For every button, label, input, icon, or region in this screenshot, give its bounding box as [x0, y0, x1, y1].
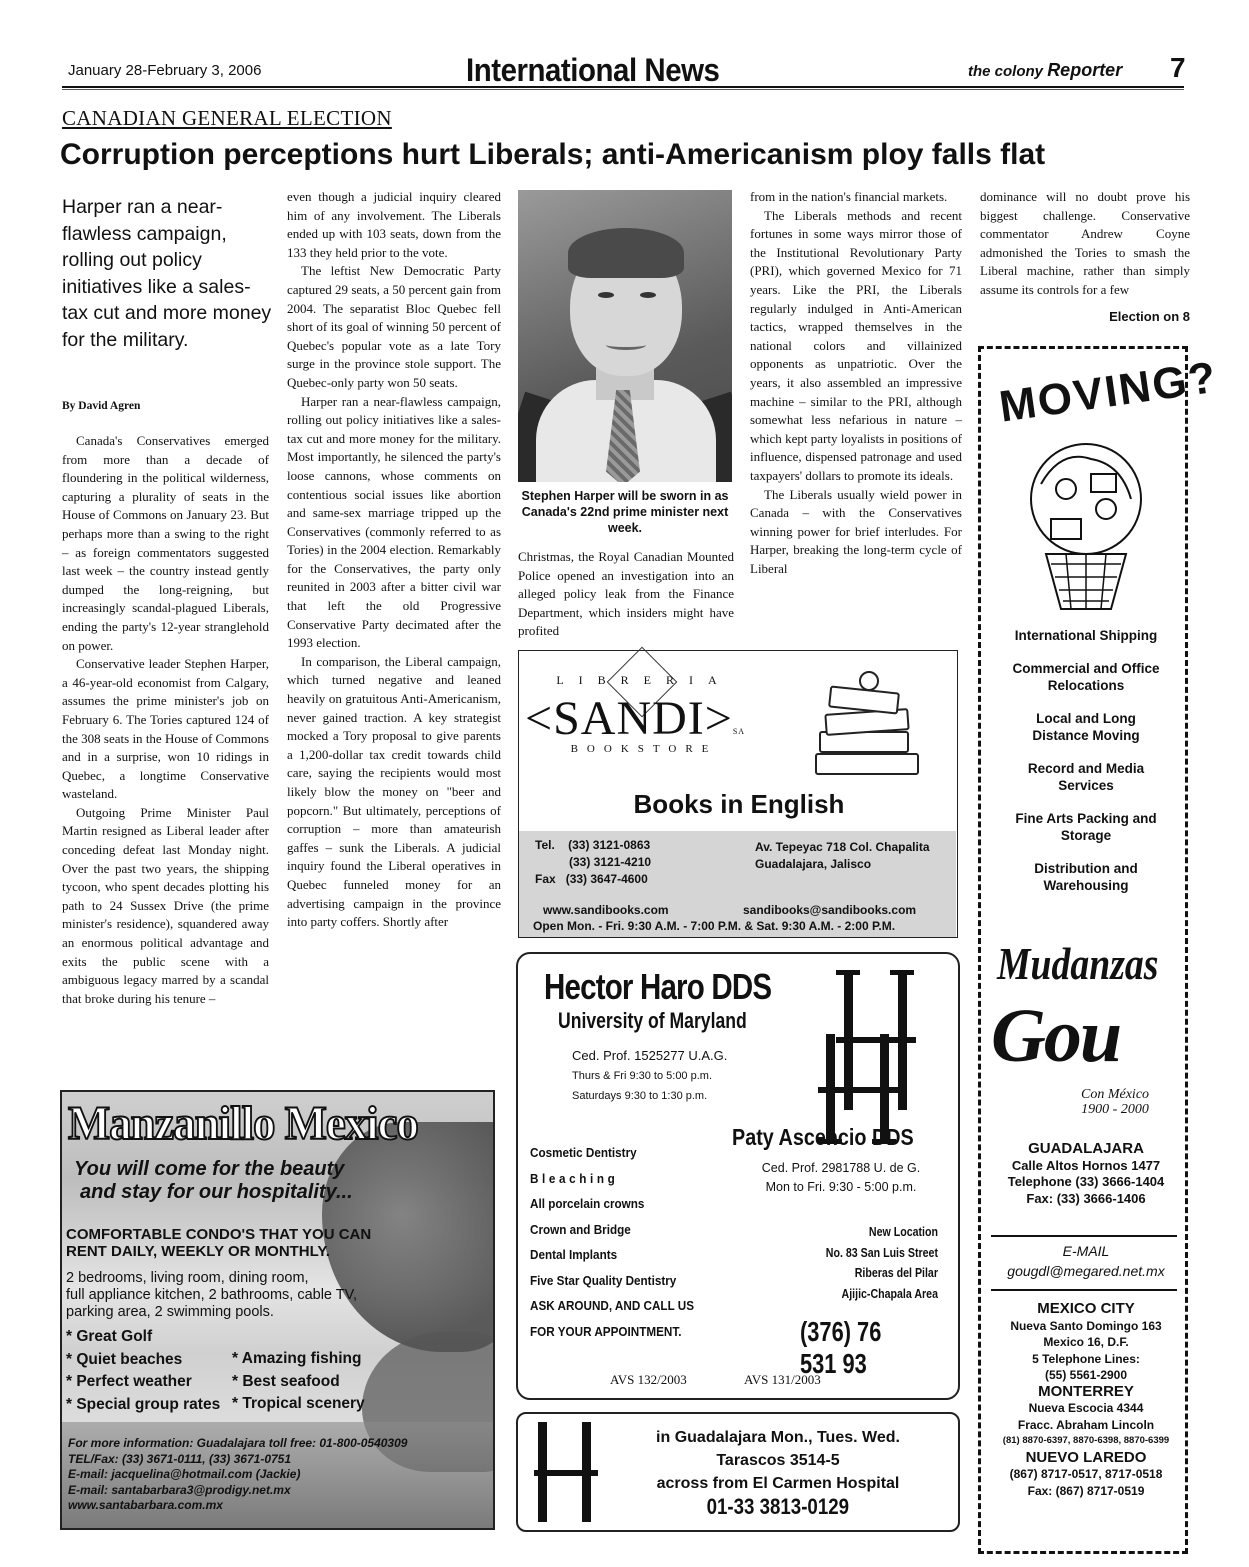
article-kicker: CANADIAN GENERAL ELECTION	[62, 106, 392, 130]
dental-phone[interactable]: (376) 76 531 93	[800, 1316, 882, 1379]
address-1: Av. Tepeyac 718 Col. Chapalita	[755, 840, 930, 854]
gdl-2[interactable]: Telephone (33) 3666-1404	[1007, 1174, 1165, 1189]
publication-bold: Reporter	[1047, 60, 1123, 80]
feature: * Great Golf	[66, 1328, 153, 1345]
rooms-3: parking area, 2 swimming pools.	[66, 1304, 274, 1320]
divider	[991, 1235, 1177, 1237]
email-title: E-MAIL	[1062, 1243, 1110, 1259]
haro-university: University of Maryland	[558, 1008, 747, 1033]
sandi-name: <SANDI>SA	[525, 692, 746, 745]
gdl-3: Fax: (33) 3666-1406	[1026, 1190, 1146, 1206]
article-column-2	[287, 188, 501, 932]
photo-caption: Stephen Harper will be sworn in as Canada's 22nd prime minister next week.	[521, 489, 729, 535]
paragraph: The Liberals usually wield power in Canada – with the Conservatives winning power for brief interludes. For Harper, breaking the long-term cycle of Liberal	[750, 486, 962, 576]
paragraph: dominance will no doubt prove his biggest challenge. Conservative commentator Andrew Coyne admonished the Tories to smash the Liberal machine, rather than simply assume its controls for a few	[980, 189, 1190, 297]
sandi-title: Books in English	[633, 789, 845, 819]
condo-2: RENT DAILY, WEEKLY OR MONTHLY.	[66, 1243, 330, 1260]
service: Record and Media Services	[1027, 761, 1145, 793]
mex-3: 5 Telephone Lines:	[1032, 1351, 1140, 1366]
avs-2: AVS 131/2003	[744, 1372, 821, 1387]
mex-title: MEXICO CITY	[1037, 1300, 1135, 1317]
guadalajara-office	[981, 1141, 1191, 1207]
mex-2: Mexico 16, D.F.	[1043, 1335, 1129, 1349]
mty-1: Nueva Escocia 4344	[1028, 1401, 1144, 1415]
feature: * Amazing fishing	[232, 1350, 362, 1367]
gdl-phone[interactable]: 01-33 3813-0129	[706, 1494, 850, 1519]
rooms-1: 2 bedrooms, living room, dining room,	[66, 1270, 309, 1286]
mudanzas-logo: Mudanzas	[997, 938, 1159, 989]
moving-ad	[978, 346, 1221, 1554]
article-byline: By David Agren	[62, 400, 141, 412]
feature: * Perfect weather	[66, 1373, 192, 1390]
paragraph: Christmas, the Royal Canadian Mounted Police opened an investigation into an alleged policy leak from the Finance Department, which insiders might have profited	[518, 549, 734, 639]
gdl-line-2: Tarascos 3514-5	[716, 1452, 840, 1469]
paty-ced: Ced. Prof. 2981788 U. de G.	[761, 1161, 921, 1175]
haro-name: Hector Haro DDS	[544, 966, 772, 1007]
haro-details	[572, 1046, 727, 1106]
manzanillo-tagline	[74, 1158, 353, 1204]
manzanillo-contact	[68, 1436, 407, 1514]
harper-photo	[518, 190, 732, 482]
gdl-line-3: across from El Carmen Hospital	[656, 1475, 900, 1492]
service: Local and Long Distance Moving	[1032, 711, 1140, 743]
info-5[interactable]: www.santabarbara.com.mx	[68, 1498, 223, 1512]
moving-basket-icon	[1021, 429, 1151, 619]
haro-ced: Ced. Prof. 1525277 U.A.G.	[572, 1048, 728, 1063]
haro-hours-2: Saturdays 9:30 to 1:30 p.m.	[572, 1090, 708, 1102]
sandi-website[interactable]: www.sandibooks.com	[543, 903, 669, 917]
service: International Shipping	[1014, 628, 1158, 643]
tel-label: Tel.	[535, 838, 555, 852]
sandi-bookstore: BOOKSTORE	[570, 743, 718, 755]
info-3[interactable]: E-mail: jacquelina@hotmail.com (Jackie)	[68, 1467, 301, 1481]
dentist-ad	[516, 952, 960, 1400]
nl-title: NUEVO LAREDO	[1025, 1448, 1147, 1466]
rooms-2: full appliance kitchen, 2 bathrooms, cable TV,	[66, 1287, 357, 1303]
fax-label: Fax	[535, 872, 556, 886]
gdl-line-1: in Guadalajara Mon., Tues. Wed.	[656, 1429, 900, 1446]
condo-offer	[66, 1226, 371, 1260]
gou-logo: Gou	[991, 994, 1121, 1078]
service: Five Star Quality Dentistry	[530, 1272, 677, 1288]
info-1: For more information: Guadalajara toll free: 01-800-0540309	[68, 1436, 408, 1450]
article-column-5	[980, 188, 1190, 326]
email-block	[981, 1241, 1191, 1281]
loc-3: Riberas del Pilar	[854, 1266, 938, 1280]
header-rule	[62, 86, 1184, 90]
article-column-3	[518, 548, 734, 641]
tagline-2: and stay for our hospitality...	[80, 1181, 353, 1203]
manzanillo-title: Manzanillo Mexico	[68, 1097, 418, 1150]
paty-name: Paty Ascencio DDS	[732, 1124, 914, 1150]
feature: * Best seafood	[232, 1372, 340, 1390]
info-2[interactable]: TEL/Fax: (33) 3671-0111, (33) 3671-0751	[68, 1451, 292, 1466]
tel-2[interactable]: (33) 3121-4210	[569, 855, 652, 869]
paragraph: Harper ran a near-flawless campaign, rolling out policy initiatives like a sales-tax cut and more money for the military. Most importantly, he silenced the party's loose cannons, whose comments on contentious social issues like abortion and same-sex marriage tripped up the Conservatives (commonly referred to as Tories) in the 2004 election. Remarkably for the Conservatives, the party only reunited in 2003 after a bitter civil war that left the old Progressive Conservative Party decimated after the 1993 election.	[287, 393, 501, 651]
service: Crown and Bridge	[530, 1221, 631, 1237]
dental-services	[530, 1140, 694, 1344]
gou-subtitle	[1081, 1087, 1149, 1117]
service: Distribution and Warehousing	[1034, 861, 1138, 893]
condo-rooms	[66, 1270, 357, 1321]
paragraph: Conservative leader Stephen Harper, a 46-year-old economist from Calgary, assumes the prime minister's job on February 6. The Tories captured 124 of the 308 seats in the House of Commons and in a surprise, won 10 ridings in Quebec, a longtime Conservative wasteland.	[62, 656, 269, 802]
address-2: Guadalajara, Jalisco	[755, 857, 872, 871]
page-number: 7	[1170, 52, 1186, 83]
guadalajara-dental-ad	[516, 1412, 960, 1532]
other-offices	[981, 1301, 1191, 1499]
article-column-4	[750, 188, 962, 578]
gou-sub-2: 1900 - 2000	[1081, 1102, 1149, 1117]
service: Fine Arts Packing and Storage	[1015, 811, 1157, 843]
condo-1: COMFORTABLE CONDO'S THAT YOU CAN	[66, 1226, 372, 1243]
feature: * Quiet beaches	[66, 1350, 183, 1368]
sandi-contact	[519, 831, 956, 937]
loc-1: New Location	[868, 1225, 938, 1239]
paty-hours: Mon to Fri. 9:30 - 5:00 p.m.	[765, 1180, 917, 1194]
feature: * Tropical scenery	[232, 1395, 365, 1412]
mex-4[interactable]: (55) 5561-2900	[1044, 1368, 1128, 1382]
mty-2: Fracc. Abraham Lincoln	[1017, 1417, 1155, 1432]
haro-hours-1: Thurs & Fri 9:30 to 5:00 p.m.	[572, 1070, 713, 1082]
publication-prefix: the colony	[968, 63, 1044, 80]
moving-title: MOVING?	[996, 352, 1221, 432]
loc-2: No. 83 San Luis Street	[825, 1245, 938, 1260]
fax: (33) 3647-4600	[565, 872, 648, 886]
paragraph: The Liberals methods and recent fortunes in some ways mirror those of the Institutional Revolutionary Party (PRI), which governed Mexico for 71 years. Like the PRI, the Liberals regularly indulged in Anti-American tactics, wrapped themselves in the national colors and villainized opponents as unpatriotic. Over the years, it also assembled an impressive machine – similar to the PRI, although somewhat less nefarious in nature – which kept party loyalists in positions of influence, dispensed patronage and used taxpayers' dollars to promote its ideals.	[750, 207, 962, 483]
mty-3[interactable]: (81) 8870-6397, 8870-6398, 8870-6399	[1002, 1435, 1170, 1446]
tel-1[interactable]: (33) 3121-0863	[568, 838, 651, 852]
books-stack-icon	[809, 671, 929, 781]
service: Dental Implants	[530, 1247, 618, 1262]
service: ASK AROUND, AND CALL US	[530, 1298, 695, 1313]
divider	[991, 1289, 1177, 1291]
dental-location	[826, 1222, 938, 1304]
paragraph: Canada's Conservatives emerged from more than a decade of floundering in the political wilderness, capturing a plurality of seats in the House of Commons on January 23. But perhaps more than a swing to the right – as foreign commentators suggested last week – the country instead gently dumped the long-reigning, but increasingly scandal-plagued Liberals, ending the party's 12-year stranglehold on power.	[62, 433, 269, 653]
paragraph: The leftist New Democratic Party captured 29 seats, a 50 percent gain from 2004. The separatist Bloc Quebec fell short of its goal of winning 50 percent of Quebec's popular vote as a late Tory surge in the province stole support. The Quebec-only party won 50 seats.	[287, 263, 501, 390]
gdl-title: GUADALAJARA	[1028, 1140, 1144, 1157]
section-title: International News	[466, 52, 720, 88]
moving-services	[981, 627, 1191, 910]
service: Cosmetic Dentistry	[530, 1145, 637, 1160]
loc-4: Ajijic-Chapala Area	[841, 1286, 938, 1301]
hh-logo-icon	[534, 1422, 598, 1522]
info-4[interactable]: E-mail: santabarbara3@prodigy.net.mx	[68, 1482, 291, 1497]
paty-details	[756, 1159, 926, 1197]
issue-date: January 28-February 3, 2006	[68, 62, 262, 79]
service: All porcelain crowns	[530, 1196, 645, 1211]
avs-1: AVS 132/2003	[610, 1372, 687, 1387]
paragraph: even though a judicial inquiry cleared him of any involvement. The Liberals ended up with 103 seats, down from the 133 they held prior to the vote.	[287, 189, 501, 260]
sandi-name-text: SANDI	[553, 692, 705, 745]
service: Commercial and Office Relocations	[1012, 661, 1160, 693]
sandi-libreria: LIBRERIA	[556, 673, 732, 687]
publication-name	[968, 60, 1122, 81]
paragraph: In comparison, the Liberal campaign, which turned negative and leaned heavily on gratuitous Anti-Americanism, never gained traction. A key strategist mocked a Tory proposal to give parents a 1,200-dollar tax credit towards child care, saying the recipients would most likely blow the money on "beer and popcorn." But ultimately, perceptions of corruption – more than amateurish gaffes – sunk the Liberals. A judicial inquiry found the Liberal operatives in Quebec funneled money for an advertising campaign in the province into party coffers. Shortly after	[287, 653, 501, 930]
article-column-1	[62, 432, 269, 1008]
guadalajara-dental-text	[608, 1426, 948, 1521]
tagline-1: You will come for the beauty	[74, 1158, 345, 1180]
service: Bleaching	[530, 1170, 619, 1186]
feature: * Special group rates	[66, 1395, 221, 1413]
manzanillo-ad	[60, 1090, 495, 1530]
sandi-hours: Open Mon. - Fri. 9:30 A.M. - 7:00 P.M. & Sat. 9:30 A.M. - 2:00 P.M.	[533, 919, 896, 933]
nl-2: Fax: (867) 8717-0519	[1027, 1483, 1145, 1498]
mex-1: Nueva Santo Domingo 163	[1010, 1318, 1162, 1333]
continued-link[interactable]: Election on 8	[1109, 308, 1190, 324]
email-address[interactable]: gougdl@megared.net.mx	[1007, 1263, 1165, 1279]
article-deck: Harper ran a near-flawless campaign, rolling out policy initiatives like a sales-tax cut and more money for the military.	[62, 196, 272, 351]
article-headline: Corruption perceptions hurt Liberals; anti-Americanism ploy falls flat	[60, 138, 1046, 171]
paragraph: from in the nation's financial markets.	[750, 189, 948, 204]
service: FOR YOUR APPOINTMENT.	[530, 1323, 682, 1339]
paragraph: Outgoing Prime Minister Paul Martin resigned as Liberal leader after conceding defeat last Monday night. Over the past two years, the shipping tycoon, who spent decades plotting his path to 24 Sussex Drive (the prime minister's residence), squandered away an enormous political advantage and exits the public scene with a ambiguous legacy marred by a scandal that broke during his tenure –	[62, 804, 269, 1006]
sandi-email[interactable]: sandibooks@sandibooks.com	[743, 903, 917, 917]
sandi-sa: SA	[732, 727, 746, 736]
sandi-bookstore-ad	[518, 650, 958, 938]
nl-1[interactable]: (867) 8717-0517, 8717-0518	[1009, 1467, 1163, 1481]
mty-title: MONTERREY	[1038, 1382, 1134, 1400]
gdl-1: Calle Altos Hornos 1477	[1011, 1157, 1161, 1173]
gou-sub-1: Con México	[1081, 1087, 1150, 1102]
